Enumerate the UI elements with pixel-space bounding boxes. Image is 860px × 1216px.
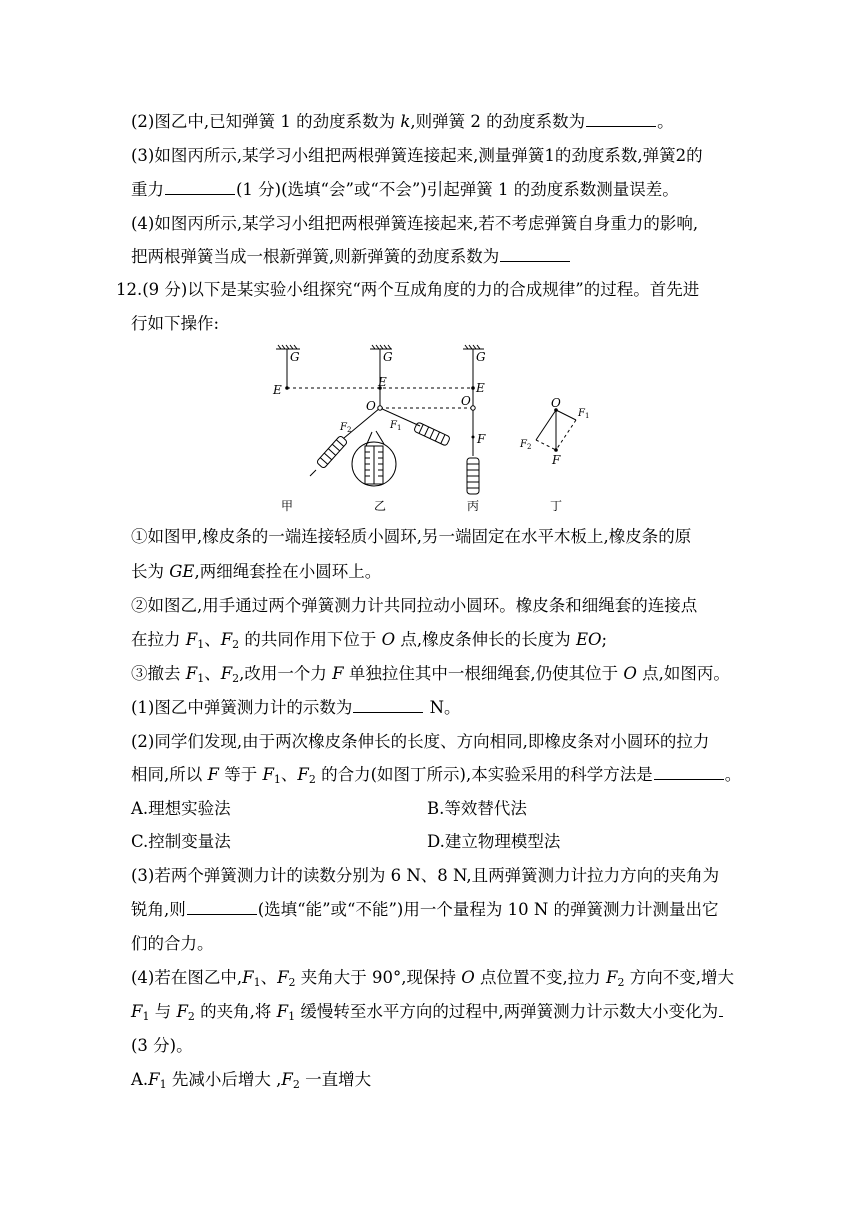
- caption-ding: 丁: [550, 499, 563, 513]
- label-O: O: [461, 394, 471, 408]
- answer-blank[interactable]: [500, 245, 570, 262]
- subq4-line2: $F_1$ 与 $F_2$ 的夹角,将 $F_1$ 缓慢转至水平方向的过程中,两弹簧测力计示数大小变化为: [131, 1000, 724, 1024]
- q11-part3-line1: (3)如图丙所示,某学习小组把两根弹簧连接起来,测量弹簧1的劲度系数,弹簧2的: [131, 146, 703, 165]
- subq4-option-a[interactable]: $A.F_1$ 先减小后增大 $,F_2$ 一直增大: [131, 1070, 372, 1091]
- answer-blank[interactable]: [187, 898, 257, 915]
- subq3-line3: 们的合力。: [131, 934, 214, 953]
- subq4-line1: (4)若在图乙中$,F_1$、$F_2$ 夹角大于 90°,现保持 O 点位置不变,拉力 $F_2$ 方向不变,增大: [131, 968, 734, 989]
- label-E: E: [476, 381, 485, 395]
- q11-part4-line2: 把两根弹簧当成一根新弹簧,则新弹簧的劲度系数为: [131, 245, 571, 269]
- label-G: G: [476, 350, 486, 364]
- experiment-figure: [260, 340, 610, 518]
- q11-part3-line2: 重力 (1 分)(选填“会”或“不会”)引起弹簧 1 的劲度系数测量误差。: [131, 180, 679, 199]
- subq4-line3: (3 分)。: [131, 1036, 193, 1055]
- step1-line1: ①如图甲,橡皮条的一端连接轻质小圆环,另一端固定在水平木板上,橡皮条的原: [131, 527, 692, 546]
- option-row-1: [131, 797, 527, 821]
- step3: ③撤去 $F_1$、$F_2$,改用一个力 F 单独拉住其中一根细绳套,仍使其位于 O 点,如图丙。: [131, 664, 730, 685]
- caption-jia: 甲: [281, 499, 294, 513]
- q12-intro-line2: 行如下操作:: [131, 314, 220, 333]
- q11-part4-line1: (4)如图丙所示,某学习小组把两根弹簧连接起来,若不考虑弹簧自身重力的影响,: [131, 214, 699, 233]
- subq1: (1)图乙中弹簧测力计的示数为 N。: [131, 698, 461, 717]
- label-O: O: [366, 399, 376, 413]
- label-E: E: [273, 383, 282, 397]
- step2-line2: 在拉力 $F_1$、$F_2$ 的共同作用下位于 O 点,橡皮条伸长的长度为 EO;: [131, 630, 608, 651]
- option-d[interactable]: D.建立物理模型法: [427, 832, 561, 851]
- answer-blank[interactable]: [654, 763, 724, 780]
- option-row-2: [131, 830, 561, 854]
- label-F2: $F_2$: [520, 439, 532, 451]
- answer-blank[interactable]: [353, 696, 423, 713]
- subq2-line1: (2)同学们发现,由于两次橡皮条伸长的长度、方向相同,即橡皮条对小圆环的拉力: [131, 732, 710, 751]
- label-O: O: [551, 396, 561, 410]
- label-G: G: [383, 350, 393, 364]
- caption-yi: 乙: [374, 499, 387, 513]
- label-F: F: [552, 453, 561, 467]
- q11-part2: (2)图乙中,已知弹簧 1 的劲度系数为 k,则弹簧 2 的劲度系数为 。: [131, 112, 674, 131]
- answer-blank[interactable]: [719, 1000, 723, 1017]
- answer-blank[interactable]: [586, 110, 656, 127]
- label-F: F: [477, 432, 486, 446]
- caption-bing: 丙: [467, 499, 480, 513]
- subq2-line2: 相同,所以 F 等于 $F_1$、$F_2$ 的合力(如图丁所示),本实验采用的科学方法是 。: [131, 765, 742, 786]
- label-F1: $F_1$: [578, 408, 590, 420]
- subq3-line1: (3)若两个弹簧测力计的读数分别为 6 N、8 N,且两弹簧测力计拉力方向的夹角为: [131, 866, 720, 885]
- label-F1: $F_1$: [390, 420, 402, 432]
- label-E: E: [378, 375, 387, 389]
- answer-blank[interactable]: [165, 178, 235, 195]
- option-b[interactable]: B.等效替代法: [427, 799, 527, 818]
- label-F2: $F_2$: [340, 422, 352, 434]
- step1-line2: 长为 GE,两细绳套拴在小圆环上。: [131, 562, 382, 581]
- step2-line1: ②如图乙,用手通过两个弹簧测力计共同拉动小圆环。橡皮条和细绳套的连接点: [131, 596, 698, 615]
- option-c[interactable]: C.控制变量法: [131, 832, 231, 851]
- option-a[interactable]: A.理想实验法: [131, 799, 231, 818]
- subq3-line2: 锐角,则 (选填“能”或“不能”)用一个量程为 10 N 的弹簧测力计测量出它: [131, 900, 719, 919]
- q12-intro-line1: 12.(9 分)以下是某实验小组探究“两个互成角度的力的合成规律”的过程。首先进: [116, 280, 700, 299]
- label-G: G: [290, 350, 300, 364]
